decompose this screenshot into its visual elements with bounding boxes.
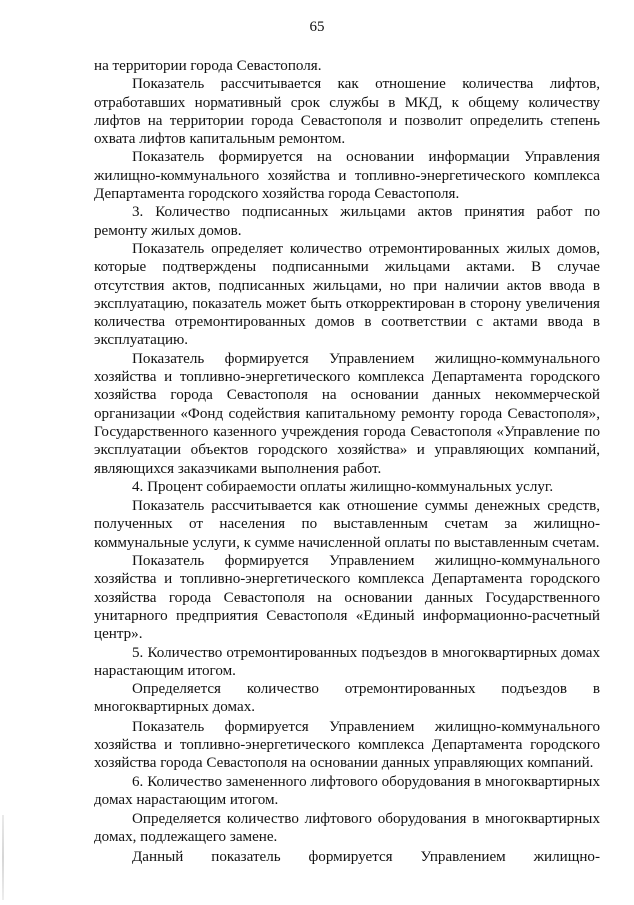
paragraph-lift-indicator-source: Показатель формируется на основании информации Управления жилищно-коммунального хозяйства и топливно-энергетического комплекса Департамента городского хозяйства города Севастополя.: [94, 149, 600, 203]
paragraph-item-4-source: Показатель формируется Управлением жилищно-коммунального хозяйства и топливно-энергетического комплекса Департамента городского хозяйства города Севастополя на основании данных Государственного унитарного предприятия Севастополя «Единый информационно-расчетный центр».: [94, 553, 600, 643]
paragraph-continuation: на территории города Севастополя.: [94, 58, 322, 74]
paragraph-item-4-heading: 4. Процент собираемости оплаты жилищно-коммунальных услуг.: [132, 478, 554, 495]
page-number: 65: [309, 19, 325, 35]
paragraph-item-3-heading: 3. Количество подписанных жильцами актов принятия работ по ремонту жилых домов.: [94, 204, 600, 239]
paragraph-item-3-source: Показатель формируется Управлением жилищно-коммунального хозяйства и топливно-энергетического комплекса Департамента городского хозяйства города Севастополя на основании данных некоммерческой организации «Фонд содействия капитальному ремонту города Севастополя», Государственного казенного учреждения города Севастополя «Управление по эксплуатации объектов городского хозяйства» и управляющих компаний, являющихся заказчиками выполнения работ.: [94, 350, 600, 477]
paragraph-item-4-calculation: Показатель рассчитывается как отношение суммы денежных средств, полученных от населения по выставленным счетам за жилищно-коммунальные услуги, к сумме начисленной оплаты по выставленным счетам.: [94, 498, 600, 551]
paragraph-item-5-definition: Определяется количество отремонтированных подъездов в многоквартирных домах.: [94, 681, 600, 716]
paragraph-item-5-source: Показатель формируется Управлением жилищно-коммунального хозяйства и топливно-энергетического комплекса Департамента городского хозяйства города Севастополя на основании данных управляющих компаний.: [94, 718, 600, 772]
paragraph-item-3-definition: Показатель определяет количество отремонтированных жилых домов, которые подтверждены подписанными жильцами актами. В случае отсутствия актов, подписанных жильцами, но при наличии актов ввода в эксплуатацию, показатель может быть откорректирован в сторону увеличения количества отремонтированных домов в соответствии с актами ввода в эксплуатацию.: [94, 240, 600, 349]
paragraph-item-5-heading: 5. Количество отремонтированных подъездов в многоквартирных домах нарастающим итогом.: [94, 644, 600, 679]
document-body: [94, 57, 600, 866]
scan-edge-shadow: [2, 815, 4, 900]
paragraph-lift-indicator-calculation: Показатель рассчитывается как отношение количества лифтов, отработавших нормативный срок службы в МКД, к общему количеству лифтов на территории города Севастополя и позволит определить степень охвата лифтов капитальным ремонтом.: [94, 76, 600, 148]
paragraph-item-6-definition: Определяется количество лифтового оборудования в многоквартирных домах, подлежащего замене.: [94, 811, 600, 846]
paragraph-item-6-source: Данный показатель формируется Управлением жилищно-: [132, 848, 600, 865]
paragraph-item-6-heading: 6. Количество замененного лифтового оборудования в многоквартирных домах нарастающим итогом.: [94, 773, 600, 808]
